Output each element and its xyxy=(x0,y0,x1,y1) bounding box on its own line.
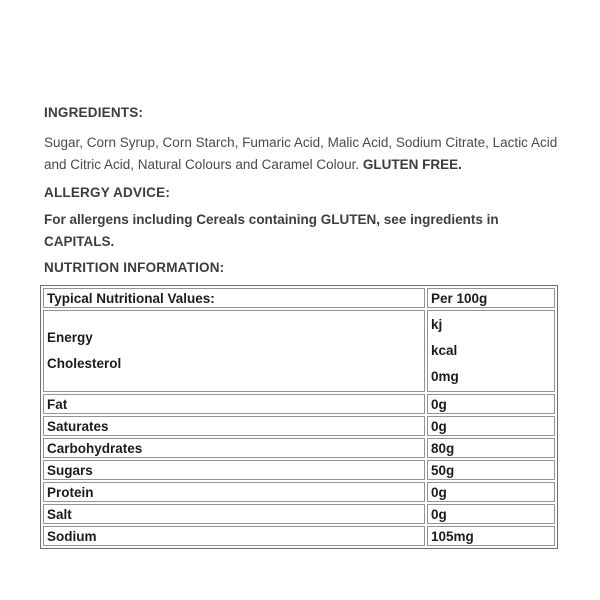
nutrient-label-cell: Sodium xyxy=(43,526,425,546)
nutrient-label-cell: Protein xyxy=(43,482,425,502)
nutrient-value-cell: 0g xyxy=(427,416,555,436)
table-row xyxy=(43,526,555,546)
allergy-advice-text: For allergens including Cereals containing GLUTEN, see ingredients in CAPITALS. xyxy=(44,212,499,249)
table-row xyxy=(43,416,555,436)
nutrient-value-cell: 80g xyxy=(427,438,555,458)
nutrient-label-cell: Sugars xyxy=(43,460,425,480)
table-row xyxy=(43,504,555,524)
nutrient-label-cell: Saturates xyxy=(43,416,425,436)
energy-cholesterol-value-cell xyxy=(427,310,555,392)
header-value-cell: Per 100g xyxy=(427,288,555,308)
nutrient-label-cell: Salt xyxy=(43,504,425,524)
nutrient-label-cell: Fat xyxy=(43,394,425,414)
table-row xyxy=(43,460,555,480)
cholesterol-label: Cholesterol xyxy=(47,356,122,371)
energy-label: Energy xyxy=(47,330,93,345)
nutrient-label-cell: Carbohydrates xyxy=(43,438,425,458)
gluten-free-text: GLUTEN FREE. xyxy=(362,157,462,172)
nutrient-value-cell: 0g xyxy=(427,482,555,502)
table-row xyxy=(43,482,555,502)
energy-kj-value: kj xyxy=(431,317,443,332)
ingredients-text: Sugar, Corn Syrup, Corn Starch, Fumaric Acid, Malic Acid, Sodium Citrate, Lactic Acid and Citric Acid, Natural Colours and Caramel Colour. xyxy=(44,135,558,172)
nutrition-information-heading: NUTRITION INFORMATION: xyxy=(44,260,225,275)
table-header-row xyxy=(43,288,555,308)
ingredients-heading: INGREDIENTS: xyxy=(44,105,144,120)
ingredients-paragraph xyxy=(44,132,560,176)
table-row xyxy=(43,394,555,414)
nutrient-value-cell: 105mg xyxy=(427,526,555,546)
allergy-advice-heading: ALLERGY ADVICE: xyxy=(44,185,171,200)
energy-cholesterol-row xyxy=(43,310,555,392)
header-label-cell: Typical Nutritional Values: xyxy=(43,288,425,308)
nutrient-value-cell: 0g xyxy=(427,504,555,524)
energy-kcal-value: kcal xyxy=(431,343,458,358)
nutrient-value-cell: 50g xyxy=(427,460,555,480)
nutrition-table xyxy=(40,285,558,549)
label-content xyxy=(44,104,560,549)
table-row xyxy=(43,438,555,458)
cholesterol-value: 0mg xyxy=(431,369,459,384)
nutrient-value-cell: 0g xyxy=(427,394,555,414)
energy-cholesterol-label-cell xyxy=(43,310,425,392)
